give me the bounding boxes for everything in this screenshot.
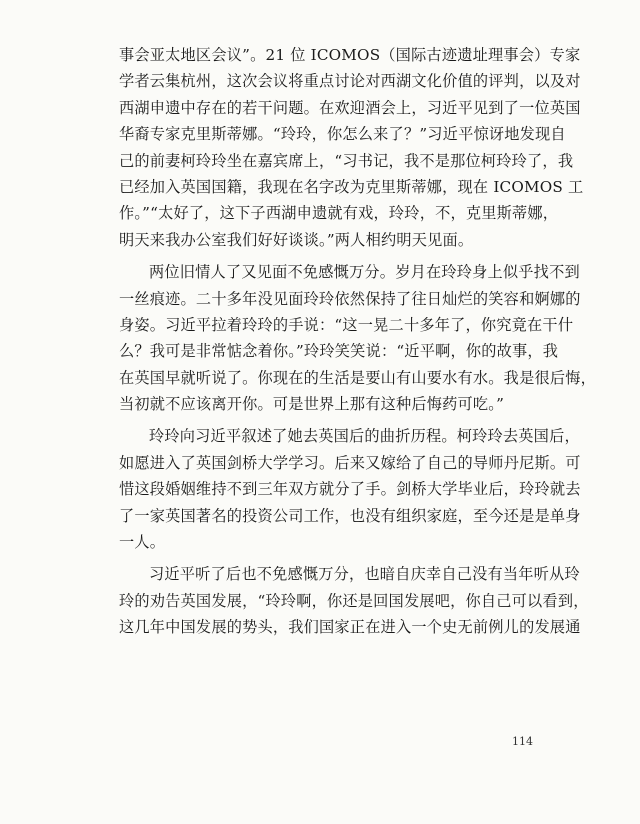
text-line: 这几年中国发展的势头，我们国家正在进入一个史无前例儿的发展通 bbox=[119, 618, 581, 637]
text-line: 当初就不应该离开你。可是世界上那有这种后悔药可吃。” bbox=[119, 395, 505, 414]
page-number: 114 bbox=[512, 735, 533, 748]
text-line: 事会亚太地区会议”。21 位 ICOMOS（国际古迹遗址理事会）专家 bbox=[119, 46, 581, 64]
text-line: 华裔专家克里斯蒂娜。“玲玲，你怎么来了？”习近平惊讶地发现自 bbox=[119, 125, 566, 144]
paragraph-1 bbox=[119, 42, 584, 253]
text-line: 作。”“太好了，这下子西湖申遗就有戏，玲玲，不，克里斯蒂娜， bbox=[119, 204, 559, 223]
text-line: 玲玲向习近平叙述了她去英国后的曲折历程。柯玲玲去英国后， bbox=[149, 427, 580, 446]
text-line: 一人。 bbox=[119, 533, 166, 552]
body-text bbox=[119, 42, 597, 641]
text-line: 身姿。习近平拉着玲玲的手说：“这一晃二十多年了，你究竟在干什 bbox=[119, 315, 574, 334]
text-line: 么？我可是非常惦念着你。”玲玲笑笑说：“近平啊，你的故事，我 bbox=[119, 342, 559, 361]
paragraph-2 bbox=[119, 259, 597, 417]
text-line: 学者云集杭州，这次会议将重点讨论对西湖文化价值的评判，以及对 bbox=[119, 72, 581, 91]
text-line: 一丝痕迹。二十多年没见面玲玲依然保持了往日灿烂的笑容和婀娜的 bbox=[119, 289, 581, 308]
text-line: 已经加入英国国籍，我现在名字改为克里斯蒂娜，现在 ICOMOS 工 bbox=[119, 177, 584, 196]
paragraph-3 bbox=[119, 423, 581, 555]
text-line: 如愿进入了英国剑桥大学学习。后来又嫁给了自己的导师丹尼斯。可 bbox=[119, 453, 581, 472]
text-line: 惜这段婚姻维持不到三年双方就分了手。剑桥大学毕业后，玲玲就去 bbox=[119, 480, 581, 499]
text-line: 西湖申遗中存在的若干问题。在欢迎酒会上，习近平见到了一位英国 bbox=[119, 98, 581, 117]
text-line: 习近平听了后也不免感慨万分，也暗自庆幸自己没有当年听从玲 bbox=[149, 565, 580, 584]
text-line: 两位旧情人了又见面不免感慨万分。岁月在玲玲身上似乎找不到 bbox=[149, 263, 580, 282]
text-line: 玲的劝告英国发展，“玲玲啊，你还是回国发展吧，你自己可以看到， bbox=[119, 591, 589, 610]
text-line: 明天来我办公室我们好好谈谈。”两人相约明天见面。 bbox=[119, 230, 474, 249]
paragraph-4 bbox=[119, 561, 589, 640]
text-line: 己的前妻柯玲玲坐在嘉宾席上，“习书记，我不是那位柯玲玲了，我 bbox=[119, 151, 574, 170]
text-line: 在英国早就听说了。你现在的生活是要山有山要水有水。我是很后悔， bbox=[119, 368, 597, 387]
text-line: 了一家英国著名的投资公司工作，也没有组织家庭，至今还是是单身 bbox=[119, 506, 581, 525]
